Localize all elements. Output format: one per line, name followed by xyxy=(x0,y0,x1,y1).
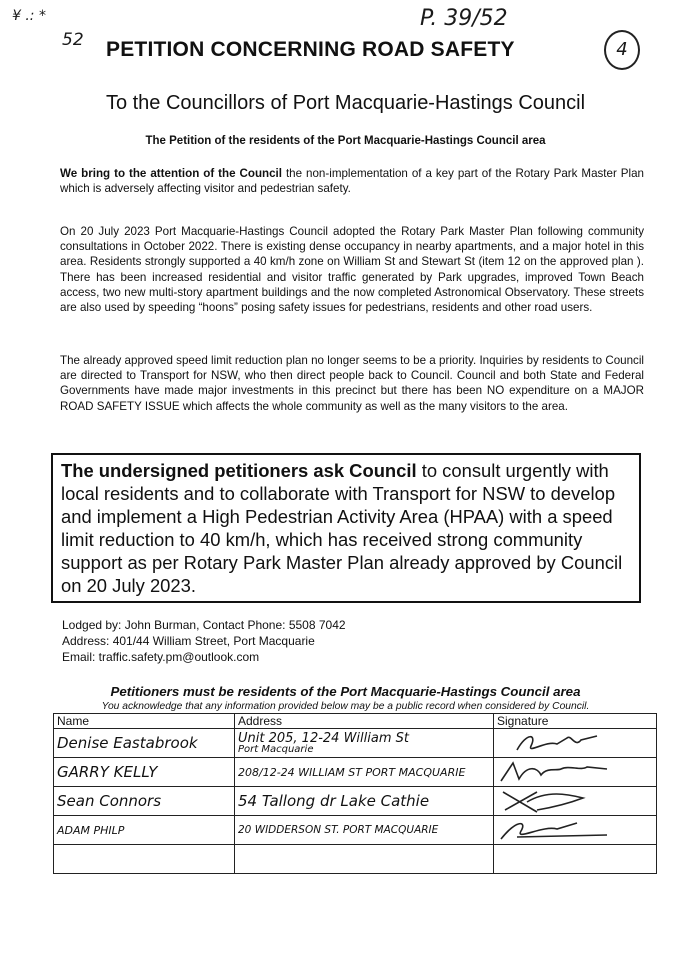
signatory-address: 54 Tallong dr Lake Cathie xyxy=(235,787,494,816)
residency-requirement: Petitioners must be residents of the Port Macquarie-Hastings Council area xyxy=(110,684,581,699)
addressee-heading: To the Councillors of Port Macquarie-Hastings Council xyxy=(105,92,586,114)
table-row xyxy=(54,816,657,845)
table-row xyxy=(54,729,657,758)
corner-handwritten-marks: ¥ .: * xyxy=(12,8,46,24)
signature-cell xyxy=(494,816,657,845)
contact-address: Address: 401/44 William Street, Port Macquarie xyxy=(62,634,315,648)
signature-cell xyxy=(494,729,657,758)
petition-subtitle: The Petition of the residents of the Port Macquarie-Hastings Council area xyxy=(145,135,546,147)
signatory-address xyxy=(235,729,494,758)
header-signature: Signature xyxy=(494,714,657,729)
table-header-row xyxy=(54,714,657,729)
handwritten-ref-note: 52 xyxy=(62,30,84,50)
signatory-name: ADAM PHILP xyxy=(54,816,235,845)
signatory-name: Sean Connors xyxy=(54,787,235,816)
signatory-address xyxy=(235,845,494,874)
signatory-address: 208/12-24 WILLIAM ST PORT MACQUARIE xyxy=(235,758,494,787)
contact-lodged-by: Lodged by: John Burman, Contact Phone: 5508 7042 xyxy=(62,618,346,632)
signature-cell xyxy=(494,787,657,816)
public-record-note: You acknowledge that any information provided below may be a public record when considered by Council. xyxy=(101,701,590,712)
contact-email: Email: traffic.safety.pm@outlook.com xyxy=(62,650,260,664)
signature-mark xyxy=(497,788,647,814)
table-row xyxy=(54,758,657,787)
table-row xyxy=(54,787,657,816)
request-text: to consult urgently with local residents and to collaborate with Transport for NSW to develop and implement a High Pedestrian Activity Area (HPAA) with a speed limit reduction to 40 km/h, which has received strong community support as per Rotary Park Master Plan already approved by Council on 20 July 2023. xyxy=(61,460,623,596)
signature-cell xyxy=(494,845,657,874)
header-address: Address xyxy=(235,714,494,729)
signatory-address: 20 WIDDERSON ST. PORT MACQUARIE xyxy=(235,816,494,845)
signatory-name xyxy=(54,845,235,874)
intro-text: the non-implementation of a key part of the Rotary Park Master Plan which is adversely affecting visitor and pedestrian safety. xyxy=(60,167,645,196)
header-name: Name xyxy=(54,714,235,729)
table-row xyxy=(54,845,657,874)
request-lead: The undersigned petitioners ask Council xyxy=(61,460,417,481)
signature-table xyxy=(53,713,657,874)
signature-mark xyxy=(497,817,647,843)
handwritten-page-number: P. 39/52 xyxy=(420,6,508,31)
signature-mark xyxy=(497,730,647,756)
issue-paragraph: The already approved speed limit reduction plan no longer seems to be a priority. Inquiries by residents to Council are directed to Transport for NSW, who then direct people back to Council. Council and both State and Federal Governments have made major investments in this precinct but there has been NO expenditure on a MAJOR ROAD SAFETY ISSUE which affects the whole community as well as the many visitors to the area. xyxy=(60,354,644,413)
page-title: PETITION CONCERNING ROAD SAFETY xyxy=(106,38,515,61)
background-paragraph: On 20 July 2023 Port Macquarie-Hastings Council adopted the Rotary Park Master Plan following community consultations in October 2022. There is existing dense occupancy in nearby apartments, and a major hotel in this area. Residents strongly supported a 40 km/h zone on William St and Stewart St (item 12 on the approved plan ). There has been increased residential and visitor traffic generated by Park upgrades, improved Town Beach access, two new multi-story apartment buildings and the now completed Astronomical Observatory. These streets are also used by speeding “hoons” posing safety issues for pedestrians, residents and other road users. xyxy=(60,225,644,315)
intro-lead: We bring to the attention of the Council xyxy=(60,167,282,180)
signatory-name: Denise Eastabrook xyxy=(54,729,235,758)
signature-cell xyxy=(494,758,657,787)
circled-page-number: 4 xyxy=(604,30,640,70)
address-line: Unit 205, 12-24 William St xyxy=(238,730,409,746)
intro-paragraph xyxy=(60,166,644,196)
address-extra: Port Macquarie xyxy=(238,743,314,755)
signature-mark xyxy=(497,759,647,785)
petition-request-box xyxy=(51,453,641,603)
signatory-name: GARRY KELLY xyxy=(54,758,235,787)
